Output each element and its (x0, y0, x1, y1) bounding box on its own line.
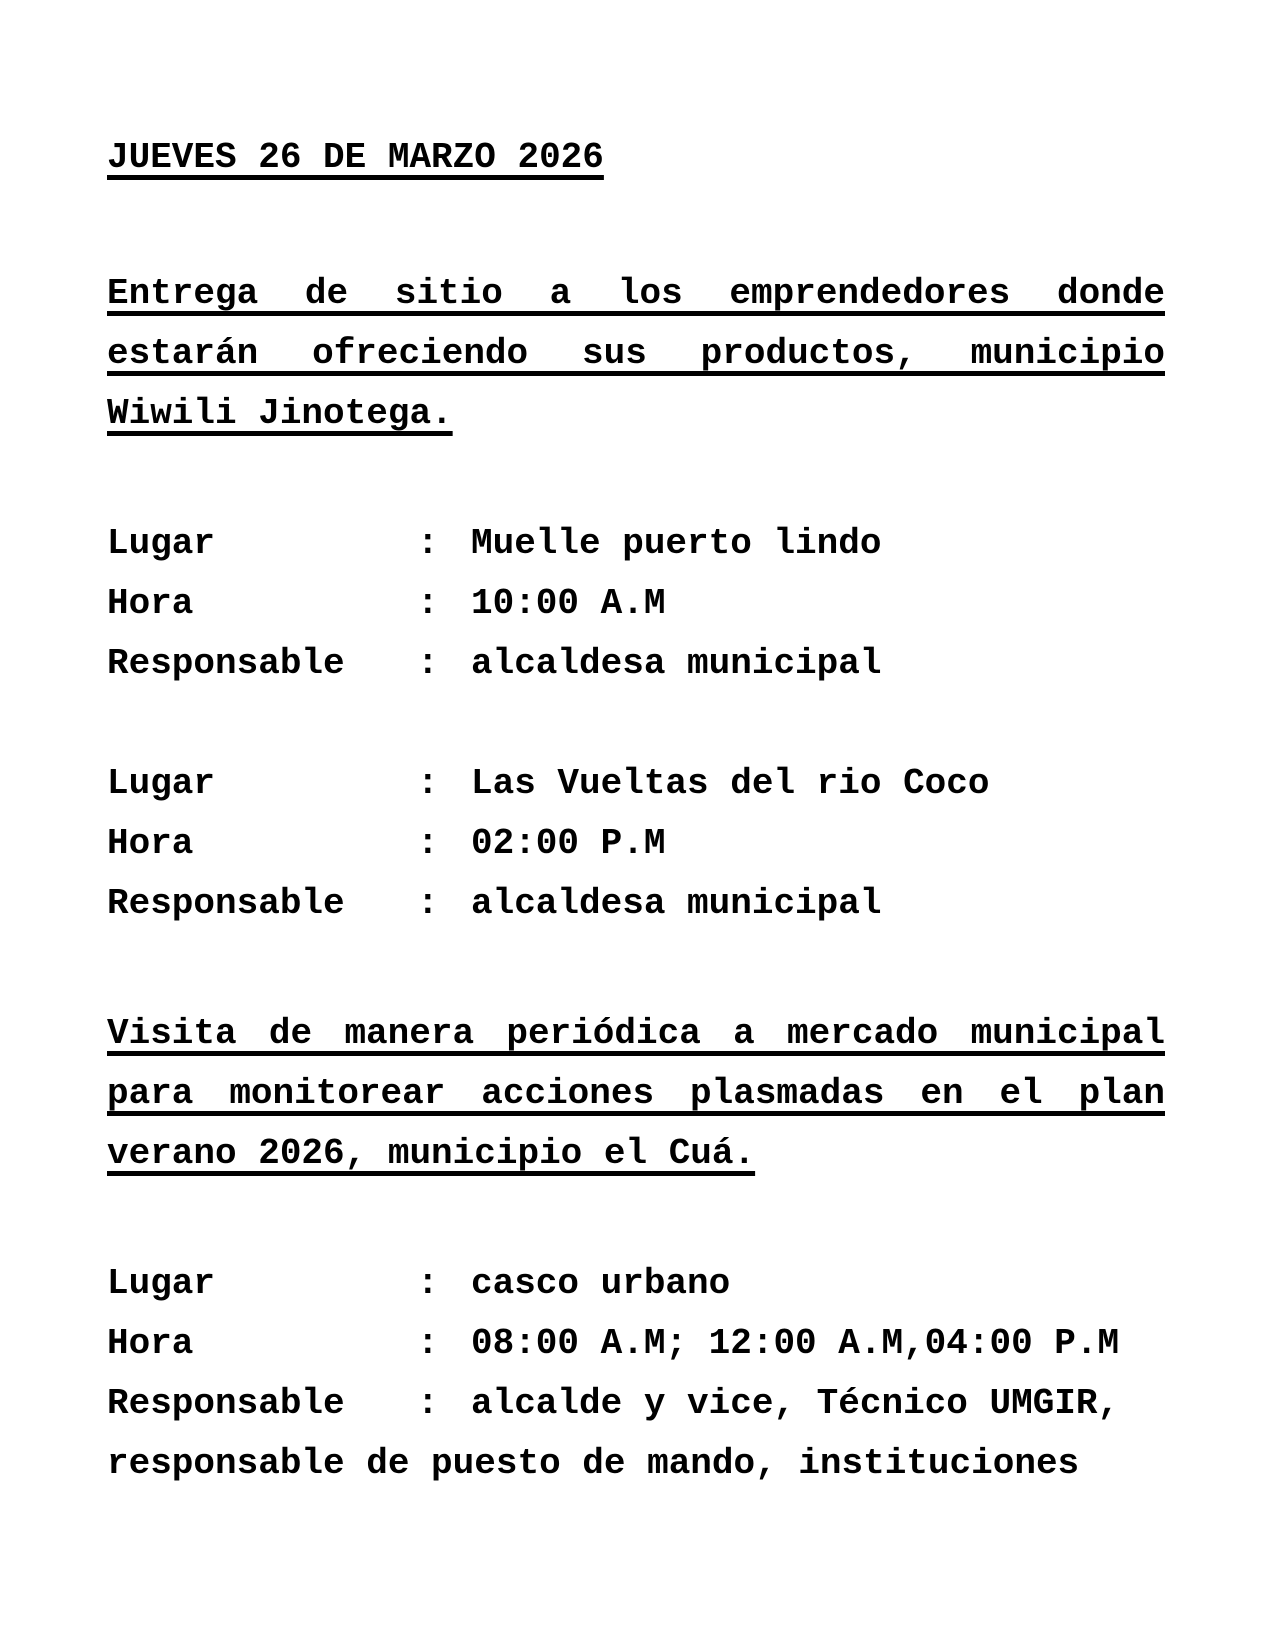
detail-colon: : (417, 1263, 439, 1304)
detail-value: 10:00 A.M (471, 583, 666, 624)
detail-colon: : (417, 763, 439, 804)
detail-row-hora (107, 574, 1165, 634)
section2-heading-line1 (107, 1004, 1165, 1064)
detail-label: Lugar (107, 1263, 216, 1304)
section2-heading-text3: verano 2026, municipio el Cuá. (107, 1133, 756, 1174)
detail-label: Hora (107, 1323, 194, 1364)
detail-colon: : (417, 643, 439, 684)
detail-label: Lugar (107, 763, 216, 804)
spacer (107, 934, 1165, 1004)
detail-row-responsable (107, 1374, 1165, 1434)
detail-row-responsable (107, 874, 1165, 934)
detail-value: Muelle puerto lindo (471, 523, 882, 564)
detail-row-hora (107, 814, 1165, 874)
detail-row-lugar (107, 1254, 1165, 1314)
spacer (107, 694, 1165, 754)
detail-colon: : (417, 1383, 439, 1424)
spacer (107, 1184, 1165, 1254)
detail-colon: : (417, 823, 439, 864)
section1-heading-line1 (107, 264, 1165, 324)
detail-label: Hora (107, 823, 194, 864)
section2-heading-line2 (107, 1064, 1165, 1124)
detail-colon: : (417, 523, 439, 564)
detail-label: Hora (107, 583, 194, 624)
spacer (107, 188, 1165, 264)
detail-value: alcaldesa municipal (471, 883, 882, 924)
section1-heading-line2 (107, 324, 1165, 384)
section2-heading-text2: para monitorear acciones plasmadas en el plan (107, 1073, 1165, 1114)
document-content (107, 128, 1165, 1494)
detail-row-lugar (107, 514, 1165, 574)
detail-value: Las Vueltas del rio Coco (471, 763, 990, 804)
date-heading-text: JUEVES 26 DE MARZO 2026 (107, 137, 604, 178)
section1-heading-text1: Entrega de sitio a los emprendedores donde (107, 273, 1165, 314)
detail-value: alcalde y vice, Técnico UMGIR, (471, 1383, 1120, 1424)
detail-value: alcaldesa municipal (471, 643, 882, 684)
section1-heading-line3 (107, 384, 1165, 444)
section1-heading-text3: Wiwili Jinotega. (107, 393, 453, 434)
detail-row-lugar (107, 754, 1165, 814)
detail-label: Responsable (107, 643, 345, 684)
detail-colon: : (417, 583, 439, 624)
detail-label: Lugar (107, 523, 216, 564)
detail-colon: : (417, 1323, 439, 1364)
detail-label: Responsable (107, 1383, 345, 1424)
section2-heading-line3 (107, 1124, 1165, 1184)
section1-heading-text2: estarán ofreciendo sus productos, municipio (107, 333, 1165, 374)
detail-value: 02:00 P.M (471, 823, 666, 864)
date-heading (107, 128, 1165, 188)
detail-row-hora (107, 1314, 1165, 1374)
spacer (107, 444, 1165, 514)
detail-value: 08:00 A.M; 12:00 A.M,04:00 P.M (471, 1323, 1120, 1364)
responsable-continuation: responsable de puesto de mando, instituciones (107, 1443, 1080, 1484)
detail-value: casco urbano (471, 1263, 731, 1304)
section2-heading-text1: Visita de manera periódica a mercado municipal (107, 1013, 1165, 1054)
detail-colon: : (417, 883, 439, 924)
detail-label: Responsable (107, 883, 345, 924)
detail-row-responsable (107, 634, 1165, 694)
